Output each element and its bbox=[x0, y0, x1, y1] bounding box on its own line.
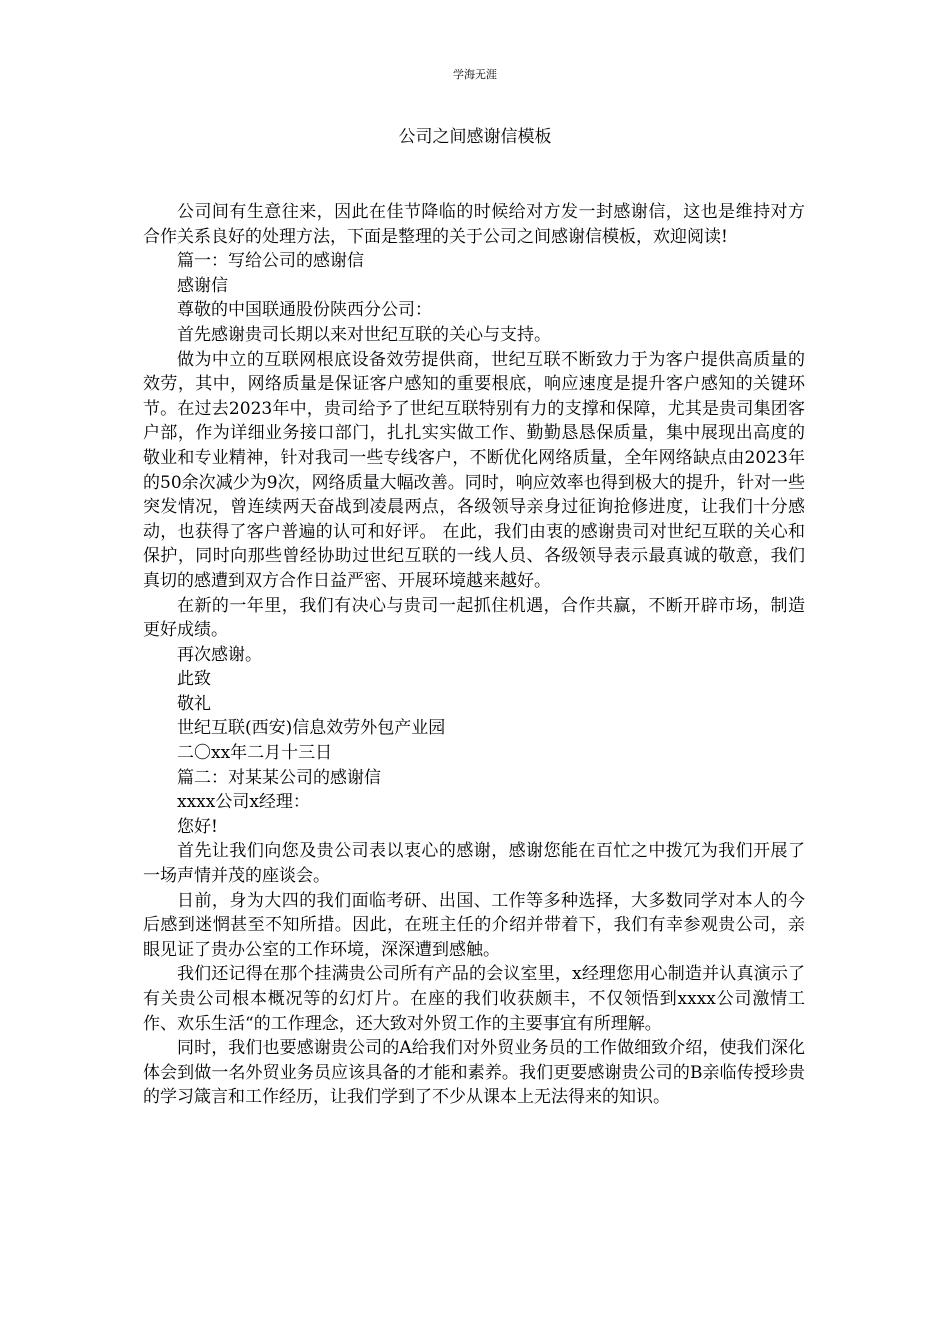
document-title: 公司之间感谢信模板 bbox=[398, 127, 552, 147]
section-heading: 篇一：写给公司的感谢信 bbox=[177, 251, 364, 272]
letter-closing: 敬礼 bbox=[177, 693, 211, 714]
body-paragraph: 日前，身为大四的我们面临考研、出国、工作等多种选择，大多数同学对本人的今后感到迷惘甚至不知所措。因此，在班主任的介绍并带着下，我们有幸参观贵公司，亲眼见证了贵办公室的工作环境，深深遭到感触。 bbox=[143, 890, 805, 960]
section-heading: 篇二：对某某公司的感谢信 bbox=[177, 767, 381, 788]
body-paragraph: 同时，我们也要感谢贵公司的A给我们对外贸业务员的工作做细致介绍，使我们深化体会到做一名外贸业务员应该具备的才能和素养。我们更要感谢贵公司的B亲临传授珍贵的学习箴言和工作经历，让我们学到了不少从课本上无法得来的知识。 bbox=[143, 1038, 805, 1108]
letter-closing: 此致 bbox=[177, 669, 211, 690]
letter-salutation: 尊敬的中国联通股份陕西分公司： bbox=[177, 300, 432, 321]
intro-paragraph: 公司间有生意往来，因此在佳节降临的时候给对方发一封感谢信，这也是维持对方合作关系良好的处理方法，下面是整理的关于公司之间感谢信模板，欢迎阅读! bbox=[143, 202, 805, 247]
document-body bbox=[143, 200, 805, 1110]
body-paragraph: 做为中立的互联网根底设备效劳提供商，世纪互联不断致力于为客户提供高质量的效劳，其中，网络质量是保证客户感知的重要根底，响应速度是提升客户感知的关键环节。在过去2023年中，贵司给予了世纪互联特别有力的支撑和保障，尤其是贵司集团客户部，作为详细业务接口部门，扎扎实实做工作、勤勤恳恳保质量，集中展现出高度的敬业和专业精神，针对我司一些专线客户，不断优化网络质量，全年网络缺点由2023年的50余次减少为9次，网络质量大幅改善。同时，响应效率也得到极大的提升，针对一些突发情况，曾连续两天奋战到凌晨两点，各级领导亲身过征询抢修进度，让我们十分感动，也获得了客户普遍的认可和好评。 在此，我们由衷的感谢贵司对世纪互联的关心和保护，同时向那些曾经协助过世纪互联的一线人员、各级领导表示最真诚的敬意，我们真切的感遭到双方合作日益严密、开展环境越来越好。 bbox=[143, 349, 805, 591]
page-header: 学海无涯 bbox=[453, 68, 497, 81]
body-paragraph: 我们还记得在那个挂满贵公司所有产品的会议室里，x经理您用心制造并认真演示了有关贵公司根本概况等的幻灯片。在座的我们收获颇丰，不仅领悟到xxxx公司激情工作、欢乐生活“的工作理念，还大致对外贸工作的主要事宜有所理解。 bbox=[143, 964, 805, 1034]
letter-title: 感谢信 bbox=[177, 275, 228, 296]
letter-date: 二〇xx年二月十三日 bbox=[177, 743, 333, 764]
letter-closing: 再次感谢。 bbox=[177, 644, 262, 665]
letter-salutation: xxxx公司x经理： bbox=[177, 792, 310, 813]
body-paragraph: 在新的一年里，我们有决心与贵司一起抓住机遇，合作共赢，不断开辟市场，制造更好成绩。 bbox=[143, 595, 805, 641]
letter-greeting: 您好! bbox=[177, 816, 218, 837]
letter-sender: 世纪互联(西安)信息效劳外包产业园 bbox=[177, 718, 446, 739]
body-paragraph: 首先让我们向您及贵公司表以衷心的感谢，感谢您能在百忙之中拨冗为我们开展了一场声情并茂的座谈会。 bbox=[143, 841, 805, 887]
body-paragraph: 首先感谢贵司长期以来对世纪互联的关心与支持。 bbox=[177, 324, 551, 345]
